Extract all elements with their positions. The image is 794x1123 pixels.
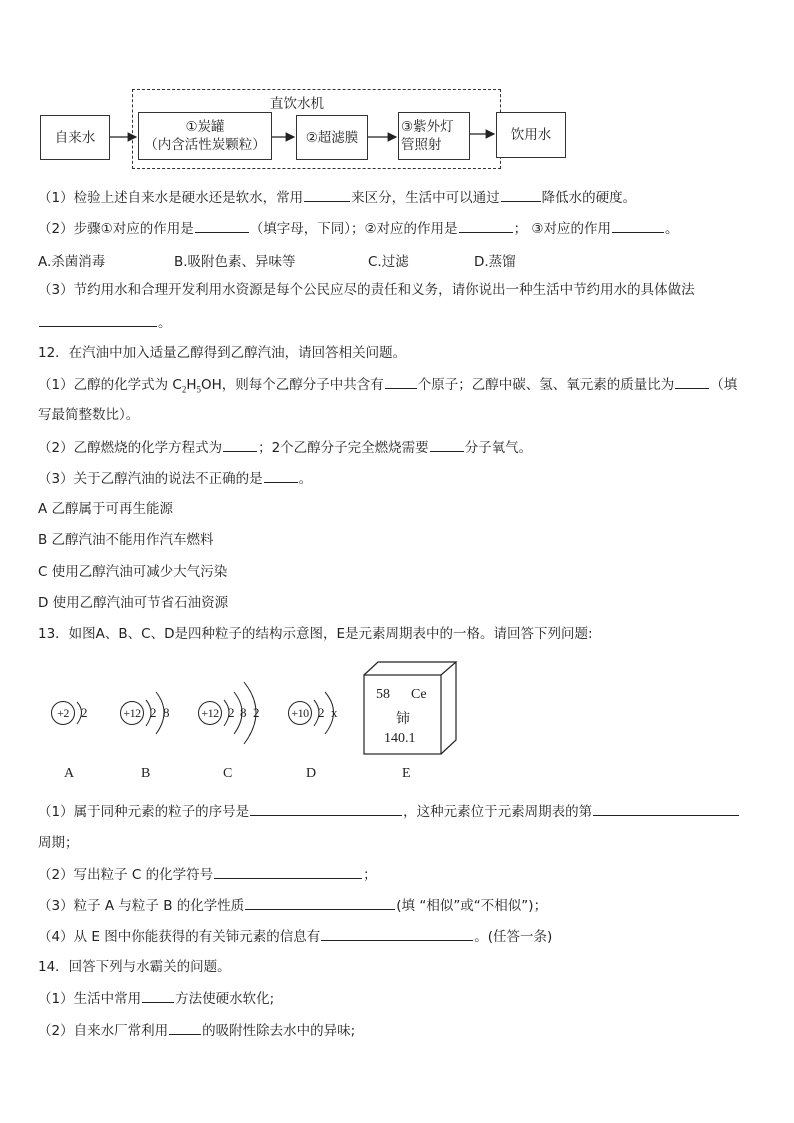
answer-blank[interactable]: [430, 438, 464, 452]
answer-blank[interactable]: [169, 1021, 201, 1035]
answer-blank[interactable]: [593, 802, 739, 816]
uv-lamp-box: ③紫外灯 管照射: [398, 112, 470, 160]
answer-blank[interactable]: [304, 188, 350, 202]
q14-part2: （2）自来水厂常利用 的吸附性除去水中的异味;: [38, 1023, 356, 1039]
q11-option-c: C.过滤: [368, 254, 409, 270]
q13-stem: 13．如图A、B、C、D是四种粒子的结构示意图，E是元素周期表中的一格。请回答下列问题:: [38, 626, 593, 642]
q11-option-a: A.杀菌消毒: [38, 254, 106, 270]
answer-blank[interactable]: [250, 802, 402, 816]
label-d: D: [306, 766, 317, 781]
q13-part3: （3）粒子 A 与粒子 B 的化学性质 (填 “相似”或“不相似”)；: [38, 898, 548, 914]
label-e: E: [402, 766, 411, 781]
answer-blank[interactable]: [245, 896, 395, 910]
shell-arc-d2: [325, 692, 334, 734]
q14-part1: （1）生活中常用 方法使硬水软化;: [38, 991, 275, 1007]
q11-part1: （1）检验上述自来水是硬水还是软水，常用 来区分，生活中可以通过 降低水的硬度。: [38, 190, 637, 206]
q12-option-d: D 使用乙醇汽油可节省石油资源: [38, 595, 229, 611]
nucleus-d: +10: [288, 701, 312, 725]
element-mass: 140.1: [384, 731, 416, 746]
q12-stem: 12．在汽油中加入适量乙醇得到乙醇汽油，请回答相关问题。: [38, 345, 407, 361]
q12-part2: （2）乙醇燃烧的化学方程式为 ；2个乙醇分子完全燃烧需要 分子氧气。: [38, 440, 533, 456]
shell-a1-electrons: 2: [81, 705, 88, 720]
water-machine-title: 直饮水机: [270, 96, 324, 112]
q12-part3: （3）关于乙醇汽油的说法不正确的是 。: [38, 471, 313, 487]
shell-d1-electrons: 2: [318, 705, 325, 720]
flow-arrows: [0, 0, 794, 200]
shell-c3-electrons: 2: [253, 705, 260, 720]
shell-c1-electrons: 2: [228, 705, 235, 720]
shell-arc-c3: [244, 682, 256, 744]
answer-blank[interactable]: [675, 375, 709, 389]
q13-part4: （4）从 E 图中你能获得的有关铈元素的信息有 。(任答一条): [38, 929, 553, 945]
q13-part1: （1）属于同种元素的粒子的序号是 ，这种元素位于元素周期表的第: [38, 802, 740, 821]
nucleus-b: +12: [120, 701, 144, 725]
answer-blank[interactable]: [195, 219, 249, 233]
q13-part2: （2）写出粒子 C 的化学符号 ；: [38, 867, 377, 883]
shell-b1-electrons: 2: [150, 705, 157, 720]
q11-part2: （2）步骤①对应的作用是 （填字母，下同）；②对应的作用是 ； ③对应的作用 。: [38, 221, 679, 237]
answer-blank[interactable]: [39, 313, 157, 327]
shell-arc-c2: [234, 692, 242, 734]
nucleus-c: +12: [198, 701, 222, 725]
element-name: 铈: [396, 711, 410, 727]
q11-option-b: B.吸附色素、异味等: [174, 254, 296, 270]
answer-blank[interactable]: [459, 219, 513, 233]
q11-option-d: D.蒸馏: [474, 254, 516, 270]
shell-arc-c1: [224, 700, 229, 726]
tap-water-box: 自来水: [40, 115, 110, 160]
label-b: B: [141, 766, 151, 781]
shell-arc-a1: [77, 702, 82, 724]
ultrafiltration-box: ②超滤膜: [296, 115, 368, 160]
label-c: C: [223, 766, 233, 781]
answer-blank[interactable]: [385, 375, 417, 389]
answer-blank[interactable]: [321, 927, 473, 941]
q12-option-c: C 使用乙醇汽油可减少大气污染: [38, 564, 228, 580]
element-number: 58: [376, 687, 390, 702]
element-symbol: Ce: [411, 687, 427, 702]
shell-arc-d1: [314, 700, 319, 726]
shell-arc-b2: [156, 692, 164, 734]
q11-part3-answer: 。: [38, 313, 172, 332]
q13-part1-cont: 周期；: [38, 835, 79, 851]
q12-part1-cont: 写最简整数比）。: [38, 407, 140, 423]
q11-part3: （3）节约用水和合理开发利用水资源是每个公民应尽的责任和义务，请你说出一种生活中节约用水的具体做法: [38, 282, 695, 298]
q14-stem: 14．回答下列与水霸关的问题。: [38, 959, 231, 975]
label-a: A: [64, 766, 75, 781]
answer-blank[interactable]: [612, 219, 664, 233]
shell-d2-electrons: x: [331, 705, 338, 720]
q12-option-a: A 乙醇属于可再生能源: [38, 501, 174, 517]
shell-b2-electrons: 8: [163, 705, 170, 720]
drinking-water-box: 饮用水: [496, 112, 566, 158]
carbon-tank-box: ①炭罐 （内含活性炭颗粒）: [138, 112, 272, 160]
shell-c2-electrons: 8: [240, 705, 247, 720]
answer-blank[interactable]: [264, 469, 298, 483]
q12-option-b: B 乙醇汽油不能用作汽车燃料: [38, 532, 214, 548]
answer-blank[interactable]: [142, 989, 174, 1003]
shell-arc-b1: [146, 700, 151, 726]
answer-blank[interactable]: [214, 865, 362, 879]
nucleus-a: +2: [51, 701, 75, 725]
q12-part1: （1）乙醇的化学式为 $C_2H_5OH$，则每个乙醇分子中共含有 个原子；乙醇中碳、氢、氧元素的质量比为 （填: [38, 377, 738, 395]
answer-blank[interactable]: [223, 438, 257, 452]
answer-blank[interactable]: [501, 188, 541, 202]
